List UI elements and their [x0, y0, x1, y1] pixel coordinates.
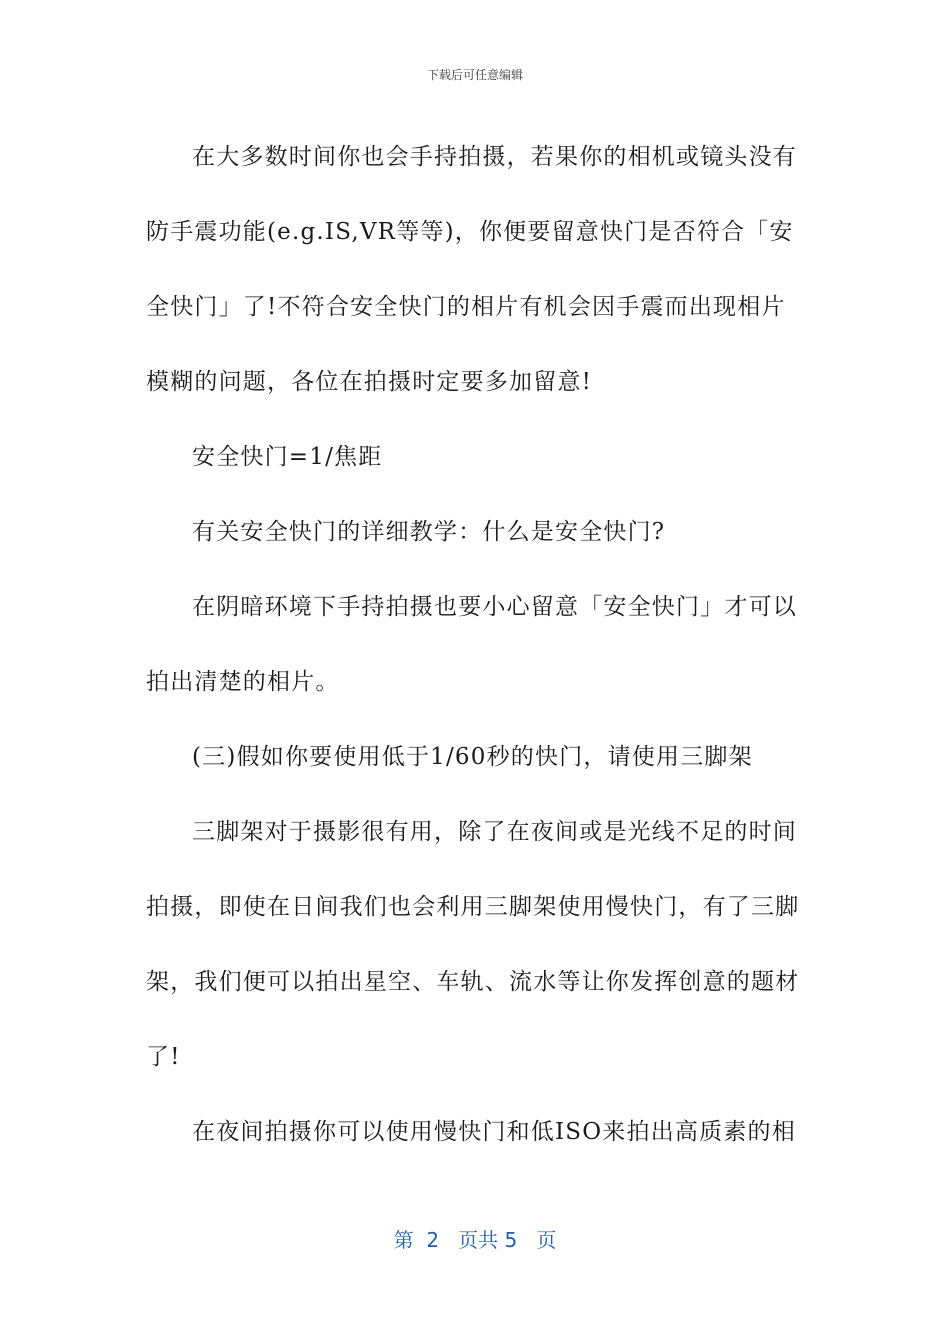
- paragraph: 在阴暗环境下手持拍摄也要小心留意「安全快门」才可以拍出清楚的相片。: [146, 594, 797, 695]
- paragraph: 安全快门=1/焦距: [192, 444, 383, 470]
- paragraph: 有关安全快门的详细教学：什么是安全快门?: [192, 519, 666, 545]
- paragraph: 三脚架对于摄影很有用，除了在夜间或是光线不足的时间拍摄，即使在日间我们也会利用三脚架使用慢快门，有了三脚架，我们便可以拍出星空、车轨、流水等让你发挥创意的题材了!: [146, 819, 800, 1070]
- paragraph: (三)假如你要使用低于1/60秒的快门，请使用三脚架: [192, 744, 753, 770]
- page-number-footer: 第 2 页共 5 页: [393, 1228, 557, 1252]
- paragraph: 在夜间拍摄你可以使用慢快门和低ISO来拍出高质素的相: [192, 1119, 796, 1145]
- paragraph: 在大多数时间你也会手持拍摄，若果你的相机或镜头没有防手震功能(e.g.IS,VR等等)，你便要留意快门是否符合「安全快门」了!不符合安全快门的相片有机会因手震而出现相片模糊的问题，各位在拍摄时定要多加留意!: [146, 144, 797, 395]
- page-header: 下载后可任意编辑: [426, 68, 523, 82]
- document-body: [146, 120, 806, 1170]
